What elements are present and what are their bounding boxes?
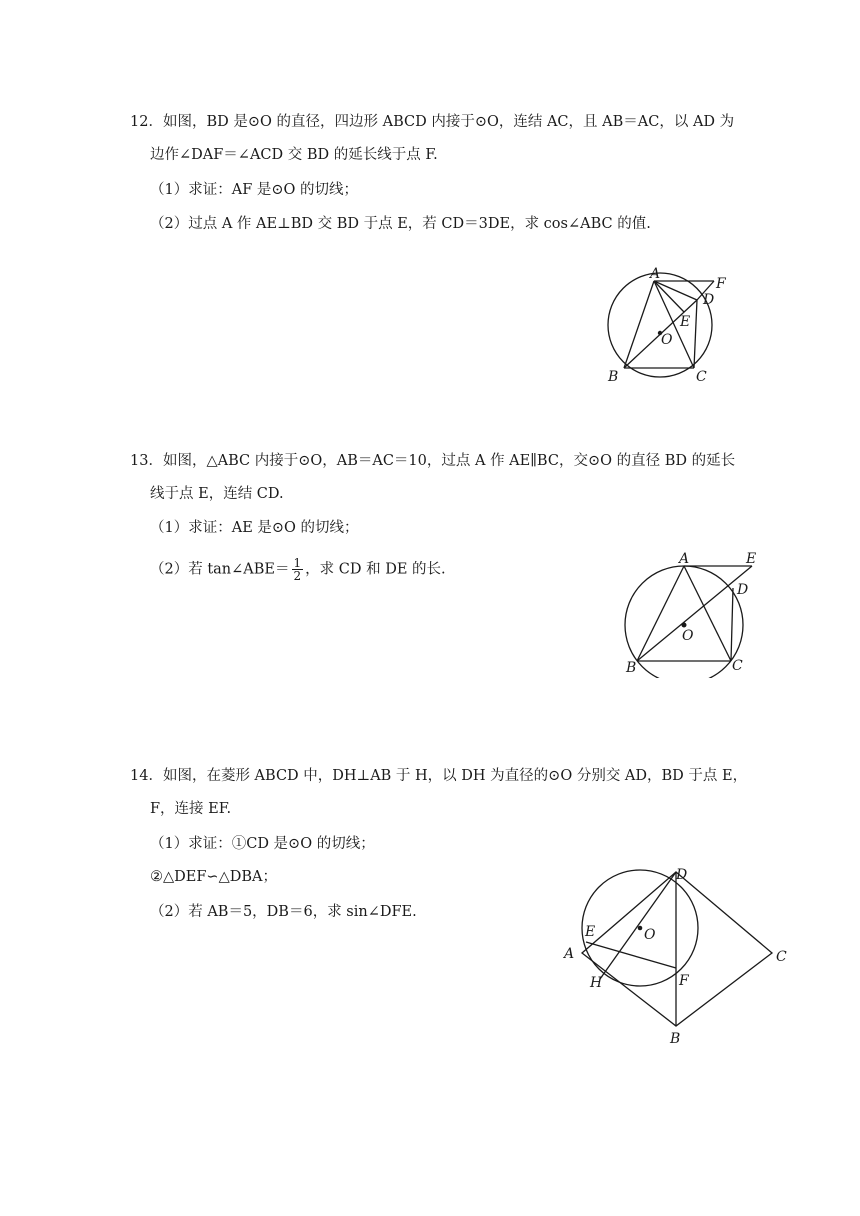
label-d: D xyxy=(676,867,688,883)
problem-14-part-1b: ②△DEF∽△DBA； xyxy=(150,869,277,885)
label-o: O xyxy=(682,628,694,644)
problem-13-part-2-prefix: （2）若 tan∠ABE＝ xyxy=(150,561,290,578)
label-b: B xyxy=(608,369,619,385)
problem-14-figure xyxy=(555,860,795,1050)
problem-13-part-2 xyxy=(150,557,446,582)
fraction-denominator: 2 xyxy=(293,569,302,583)
problem-13-figure xyxy=(615,548,765,678)
label-c: C xyxy=(776,949,787,965)
label-o: O xyxy=(644,927,656,943)
label-f: F xyxy=(679,973,689,989)
problem-13-part-2-suffix: ，求 CD 和 DE 的长. xyxy=(305,561,446,578)
label-b: B xyxy=(670,1031,681,1047)
problem-14-part-2: （2）若 AB＝5，DB＝6，求 sin∠DFE. xyxy=(150,904,417,920)
problem-14-line-2: F，连接 EF. xyxy=(150,801,232,817)
label-a: A xyxy=(564,946,575,962)
problem-12-line-2: 边作∠DAF＝∠ACD 交 BD 的延长线于点 F. xyxy=(150,147,438,163)
problem-12-figure xyxy=(590,260,740,390)
label-h: H xyxy=(590,975,603,991)
label-e: E xyxy=(585,924,596,940)
label-b: B xyxy=(626,660,637,676)
label-a: A xyxy=(679,551,690,567)
label-a: A xyxy=(650,266,661,282)
label-o: O xyxy=(661,332,673,348)
problem-12-part-1: （1）求证：AF 是⊙O 的切线； xyxy=(150,182,359,198)
fraction-numerator: 1 xyxy=(293,556,302,570)
problem-13-part-1: （1）求证：AE 是⊙O 的切线； xyxy=(150,520,359,536)
problem-12-part-2: （2）过点 A 作 AE⊥BD 交 BD 于点 E，若 CD＝3DE，求 cos∠ABC 的值. xyxy=(150,216,651,232)
problem-13-line-1: 13．如图，△ABC 内接于⊙O，AB＝AC＝10，过点 A 作 AE∥BC，交⊙O 的直径 BD 的延长 xyxy=(130,453,736,469)
label-c: C xyxy=(732,658,743,674)
label-d: D xyxy=(703,292,715,308)
label-e: E xyxy=(746,551,757,567)
problem-14-line-1: 14．如图，在菱形 ABCD 中，DH⊥AB 于 H，以 DH 为直径的⊙O 分别交 AD，BD 于点 E， xyxy=(130,768,748,784)
problem-13-line-2: 线于点 E，连结 CD. xyxy=(150,486,284,502)
label-e: E xyxy=(680,314,691,330)
problem-14-part-1: （1）求证：①CD 是⊙O 的切线； xyxy=(150,836,375,852)
problem-12-line-1: 12．如图，BD 是⊙O 的直径，四边形 ABCD 内接于⊙O，连结 AC，且 AB＝AC，以 AD 为 xyxy=(130,114,735,130)
label-d: D xyxy=(737,582,749,598)
label-f: F xyxy=(716,276,726,292)
label-c: C xyxy=(696,369,707,385)
fraction xyxy=(292,557,304,582)
